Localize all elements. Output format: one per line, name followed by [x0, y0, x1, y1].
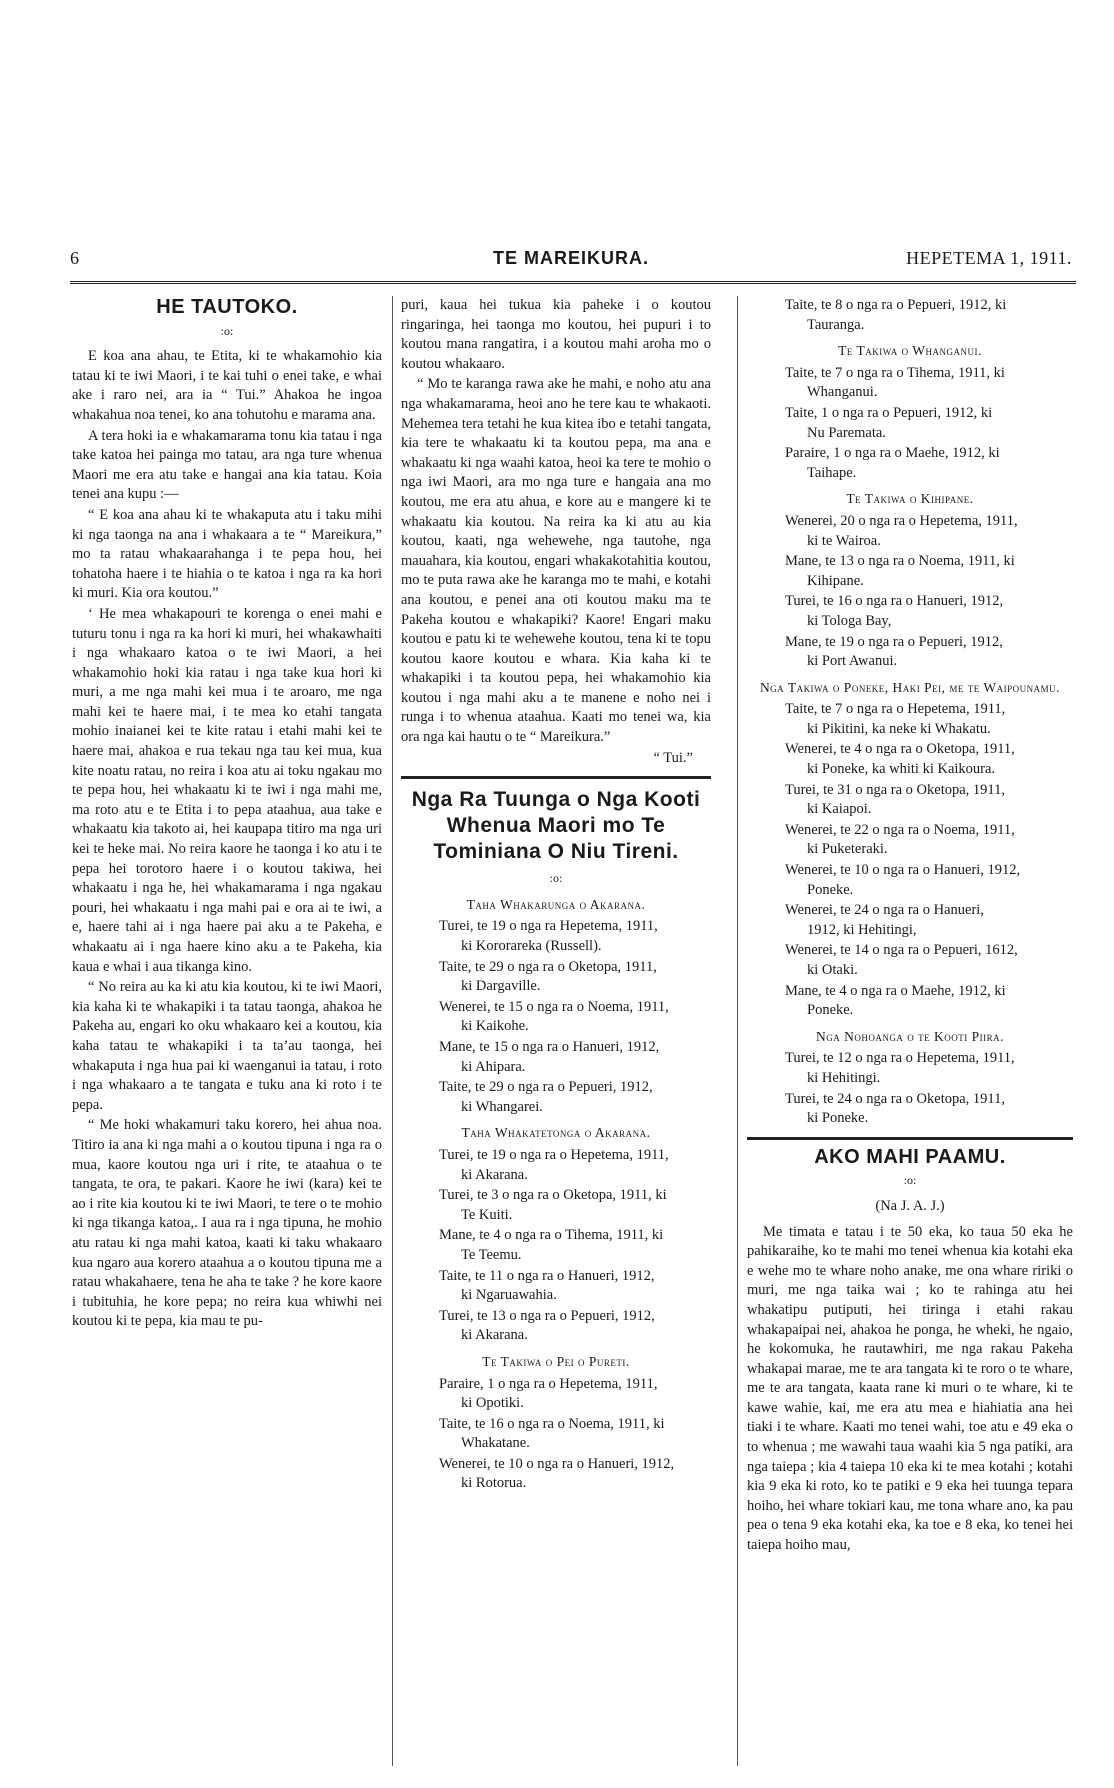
- sitting-entry: Turei, te 16 o nga ra o Hanueri, 1912, ki Tologa Bay,: [785, 593, 1004, 629]
- sitting-entry: Taite, 1 o nga ra o Pepueri, 1912, ki Nu Paremata.: [785, 404, 993, 441]
- article-heading: AKO MAHI PAAMU.: [814, 1145, 1006, 1168]
- paragraph: “ No reira au ka ki atu kia koutou, ki te iwi Maori, kia kaha ki te whakapiki i ta tatau taonga, ahakoa he Pakeha au, engari ko oku whakaaro kei a koutou, kia kaha tatau te whakapiki i ta ta’au taonga, hei whakaputa i nga hua pai ki waenganui ia tatau, i roto i nga whakaaro a te tangata e tuku ana ki roto i te pepa.: [72, 979, 382, 1113]
- sitting-entry: Wenerei, te 4 o nga ra o Oketopa, 1911, ki Poneke, ka whiti ki Kaikoura.: [785, 741, 1015, 778]
- section-rule: [747, 1137, 1073, 1140]
- district-title: Nga Nohoanga o te Kooti Piira.: [816, 1028, 1004, 1044]
- column-2: [401, 296, 711, 1495]
- ornament-separator: :o:: [549, 871, 563, 886]
- ornament-separator: :o:: [903, 1173, 917, 1188]
- sitting-entry: Turei, te 19 o nga ra Hepetema, 1911, ki Kororareka (Russell).: [439, 918, 658, 955]
- paragraph: “ Mo te karanga rawa ake he mahi, e noho atu ana nga whakamarama, heoi ano he tere kau te whakaoti. Mehemea tera tetahi he kua kitea ibo e tetahi tangata, kia tere te whakaatu ki ta koutou pepa, ma ana e whakaatu ki nga waahi katoa, heoi ka tere te mohio o nga iwi Maori, ara mo nga ture e hangaia ana mo koutou, me era atu ahua, e kore au e mangere ki te whakaatu kia koutou. Na reira ka ki atu au kia koutou, kaati, nga wehewehe, nga tautohe, nga mauahara, kia koutou, engari whakakotahitia koutou, mo te puta rawa ake he karanga mo te mahi, e kotahi ana koutou, e penei ana oti koutou maku ma te Pakeha koutou e whakapiki? Kaore! Engari maku koutou e patu ki te wehewehe koutou, tena ki te topu koutou kaore koutou e whara. Kia kaha ki te whakapiki i ta koutou pepa, hei whakamohio kia koutou i nga mahi aku a te manene e noho nei i runga i to whenua ataahua. Kaati mo tenei wa, kia ora nga kai hautu o te “ Mareikura.”: [401, 376, 711, 746]
- sitting-entry: Turei, te 19 o nga ra o Hepetema, 1911, ki Akarana.: [439, 1146, 669, 1183]
- paragraph: E koa ana ahau, te Etita, ki te whakamohio kia tatau ki te iwi Maori, i te kai tuhi o enei take, e whai ake i raro nei, ara ia “ Tui.” Ahakoa he ingoa whakahua noa tenei, ko ana tohutohu e marama ana.: [72, 348, 382, 423]
- paragraph: ‘ He mea whakapouri te korenga o enei mahi e tuturu tonu i nga ra ka hori ki muri, hei whakawhaiti i nga whakaaro katoa o te iwi Maori, a hei whakamohio hoki kia ratau i nga take kua hori ki muri, a me nga mahi kei mua i te aroaro, me nga mahi kei te haere mai, i te mea ko etahi tangata mohio inaianei kei te kite ratau i etahi mahi kei te haere mai, ahakoa e rua tekau nga tau kei mua, kua kite noatu ratau, no reira i koa atu ai toku ngakau mo te pepa hou, hei whakaatu ki te iwi i nga mahi me, ma roto atu e te Etita i to pepa ataahua, aua take e whakaatu kia takoto ai, hei kaupapa titiro ma nga uri kei te heke mai. No reira kaore he taonga i ko atu i te pepa hei torotoro haere i o koutou takiwa, hei whakaatu i nga he, hei whakamarama i nga ngakau pouri, hei whakaatu i nga mahi pai e ora ai te iwi, a e, haere tahi ai i nga haere pai aku a te Pakeha, e whakaatu ai i nga haere kino aku a te Pakeha, kia kaua e whai i aua tikanga kino.: [72, 605, 382, 975]
- sitting-entry: Taite, te 7 o nga ra o Hepetema, 1911, ki Pikitini, ka neke ki Whakatu.: [785, 701, 1006, 737]
- article-heading: HE TAUTOKO.: [156, 296, 298, 318]
- article-author: (Na J. A. J.): [875, 1197, 945, 1214]
- district-title: Te Takiwa o Pei o Pureti.: [482, 1353, 630, 1369]
- sitting-entry: Wenerei, te 22 o nga ra o Noema, 1911, ki Puketeraki.: [785, 821, 1015, 858]
- sitting-entry: Taite, te 16 o nga ra o Noema, 1911, ki Whakatane.: [439, 1415, 665, 1452]
- sitting-entry: Turei, te 3 o nga ra o Oketopa, 1911, ki Te Kuiti.: [439, 1187, 667, 1223]
- column-divider: [392, 296, 393, 1766]
- paragraph: “ E koa ana ahau ki te whakaputa atu i taku mihi ki nga taonga na ana i whakaara a te “ Mareikura,” mo ta ratau whakaarahanga i te pepa hou, hei tohatoha haere i te hiahia o te katoa i nga ra ka hori ki muri. Kia ora koutou.”: [72, 506, 382, 602]
- sitting-entry: Paraire, 1 o nga ra o Hepetema, 1911, ki Opotiki.: [439, 1375, 658, 1412]
- header-rule: [70, 281, 1076, 284]
- sitting-entry: Wenerei, te 10 o nga ra o Hanueri, 1912, ki Rotorua.: [439, 1455, 675, 1492]
- sitting-entry: Wenerei, te 14 o nga ra o Pepueri, 1612, ki Otaki.: [785, 942, 1018, 978]
- sitting-entry: Paraire, 1 o nga ra o Maehe, 1912, ki Taihape.: [785, 445, 1000, 481]
- district-title: Nga Takiwa o Poneke, Haki Pei, me te Waipounamu.: [759, 679, 1061, 695]
- sitting-entry: Wenerei, te 15 o nga ra o Noema, 1911, ki Kaikohe.: [439, 998, 669, 1035]
- column-3: [747, 296, 1073, 1557]
- page-number: 6: [70, 248, 80, 268]
- masthead-title: TE MAREIKURA.: [493, 248, 649, 268]
- sitting-entry: Mane, te 15 o nga ra o Hanueri, 1912, ki Ahipara.: [439, 1039, 660, 1075]
- column-divider: [737, 296, 738, 1766]
- sitting-entry: Mane, te 4 o nga ra o Tihema, 1911, ki Te Teemu.: [439, 1227, 664, 1263]
- signature: “ Tui.”: [653, 749, 693, 766]
- issue-date: HEPETEMA 1, 1911.: [906, 248, 1072, 268]
- sitting-entry: Turei, te 24 o nga ra o Oketopa, 1911, ki Poneke.: [785, 1090, 1006, 1127]
- sitting-entry: Mane, te 4 o nga ra o Maehe, 1912, ki Poneke.: [785, 982, 1006, 1019]
- sitting-entry: Turei, te 13 o nga ra o Pepueri, 1912, ki Akarana.: [439, 1307, 655, 1344]
- sitting-entry: Wenerei, te 24 o nga ra o Hanueri, 1912, ki Hehitingi,: [785, 902, 984, 938]
- sitting-entry: Turei, te 12 o nga ra o Hepetema, 1911, ki Hehitingi.: [785, 1050, 1015, 1086]
- district-title: Te Takiwa o Kihipane.: [846, 491, 974, 507]
- sitting-entry: Taite, te 29 o nga ra o Oketopa, 1911, ki Dargaville.: [439, 958, 657, 995]
- paragraph: puri, kaua hei tukua kia paheke i o koutou ringaringa, hei taonga mo koutou, hei pupuri i to koutou mana rangatira, i a koutou mahi aroha mo o koutou whakaaro.: [401, 297, 711, 372]
- running-head: [70, 248, 1072, 272]
- ornament-separator: :o:: [220, 323, 234, 338]
- sitting-entry: Taite, te 29 o nga ra o Pepueri, 1912, ki Whangarei.: [439, 1079, 653, 1115]
- paragraph: A tera hoki ia e whakamarama tonu kia tatau i nga take katoa hei painga mo tatau, ara nga ture whenua Maori me era atu take e hangai ana kia tatau. Koia tenei ana kupu :—: [72, 427, 382, 503]
- sitting-entry: Mane, te 13 o nga ra o Noema, 1911, ki Kihipane.: [785, 553, 1015, 589]
- sitting-entry: Wenerei, te 10 o nga ra o Hanueri, 1912, Poneke.: [785, 862, 1021, 898]
- section-rule: [401, 776, 711, 779]
- paragraph: “ Me hoki whakamuri taku korero, hei ahua noa. Titiro ia ana ki nga mahi a o koutou tipuna i nga ra o mua, kaore koutou nga uri i rite, te ataahua o te tangata, te ora, te pakari. Kaore he iwi (kara) kei te ao i rite kia koutou ki te iwi Maori, te tere o te mohio ki nga tikanga katoa,. I aua ra i nga tipuna, he mohio atu ratau ki nga mahi katoa, kaati ki taku whakaaro kua ngaro aua korero ataahua a o koutou tipuna me a ratau whakahaere, tena he aha te take ? he kore kaore i tubituhia, he kore pepa; no reira kua whiwhi nei koutou ki te pepa, kia mau te pu-: [72, 1117, 382, 1330]
- sitting-entry: Wenerei, 20 o nga ra o Hepetema, 1911, ki te Wairoa.: [785, 512, 1018, 549]
- paragraph: Me timata e tatau i te 50 eka, ko taua 50 eka he pahikaraihe, ko te mahi mo tenei whenua kia kotahi eka e wehe mo te whare noho anake, me ona whare ririki o muri, me nga taika wai ; ko te rahinga atu hei whakatipu putiputi, hei tiringa i etahi rakau whakapaipai nei, ahakoa he ponga, he wheki, he ngaio, he kokomuka, he rautawhiri, me nga rakau Pakeha whakapai marae, me te ara tangata ki te roro o te whare, me te ara tangata, kaata rane ki muri o te whare, ki te kawe wahie, kai, me era atu mea e hiahiatia ana hei tiaki i te whare. Kaati mo tenei wahi, toe atu e 49 eka o to whenua ; me wawahi taua waahi kia 5 nga patiki, ara nga taiepa ; kia 4 taiepa 10 eka ki te mea kotahi ; kotahi kia 9 eka ki roto, ko te patiki e 9 eka hei tuunga tepara hoiho, hei whare tokiari kau, me tona whare ano, ka pau pea o tena 9 eka kotahi eka, ka toe e 8 eka, ko tenei hei taiepa hoiho mau,: [747, 1223, 1073, 1554]
- sitting-entry: Taite, te 11 o nga ra o Hanueri, 1912, ki Ngaruawahia.: [439, 1267, 655, 1304]
- article-heading: Nga Ra Tuunga o Nga Kooti Whenua Maori mo Te Tominiana O Niu Tireni.: [411, 788, 701, 864]
- district-title: Taha Whakarunga o Akarana.: [466, 896, 646, 912]
- district-title: Te Takiwa o Whanganui.: [838, 343, 982, 359]
- sitting-entry: Taite, te 7 o nga ra o Tihema, 1911, ki Whanganui.: [785, 364, 1005, 401]
- sitting-entry: Turei, te 31 o nga ra o Oketopa, 1911, ki Kaiapoi.: [785, 781, 1006, 818]
- sitting-entry: Mane, te 19 o nga ra o Pepueri, 1912, ki Port Awanui.: [785, 633, 1003, 670]
- sitting-entry: Taite, te 8 o nga ra o Pepueri, 1912, ki Tauranga.: [785, 297, 1007, 333]
- column-1: [72, 296, 382, 1333]
- district-title: Taha Whakatetonga o Akarana.: [461, 1125, 651, 1141]
